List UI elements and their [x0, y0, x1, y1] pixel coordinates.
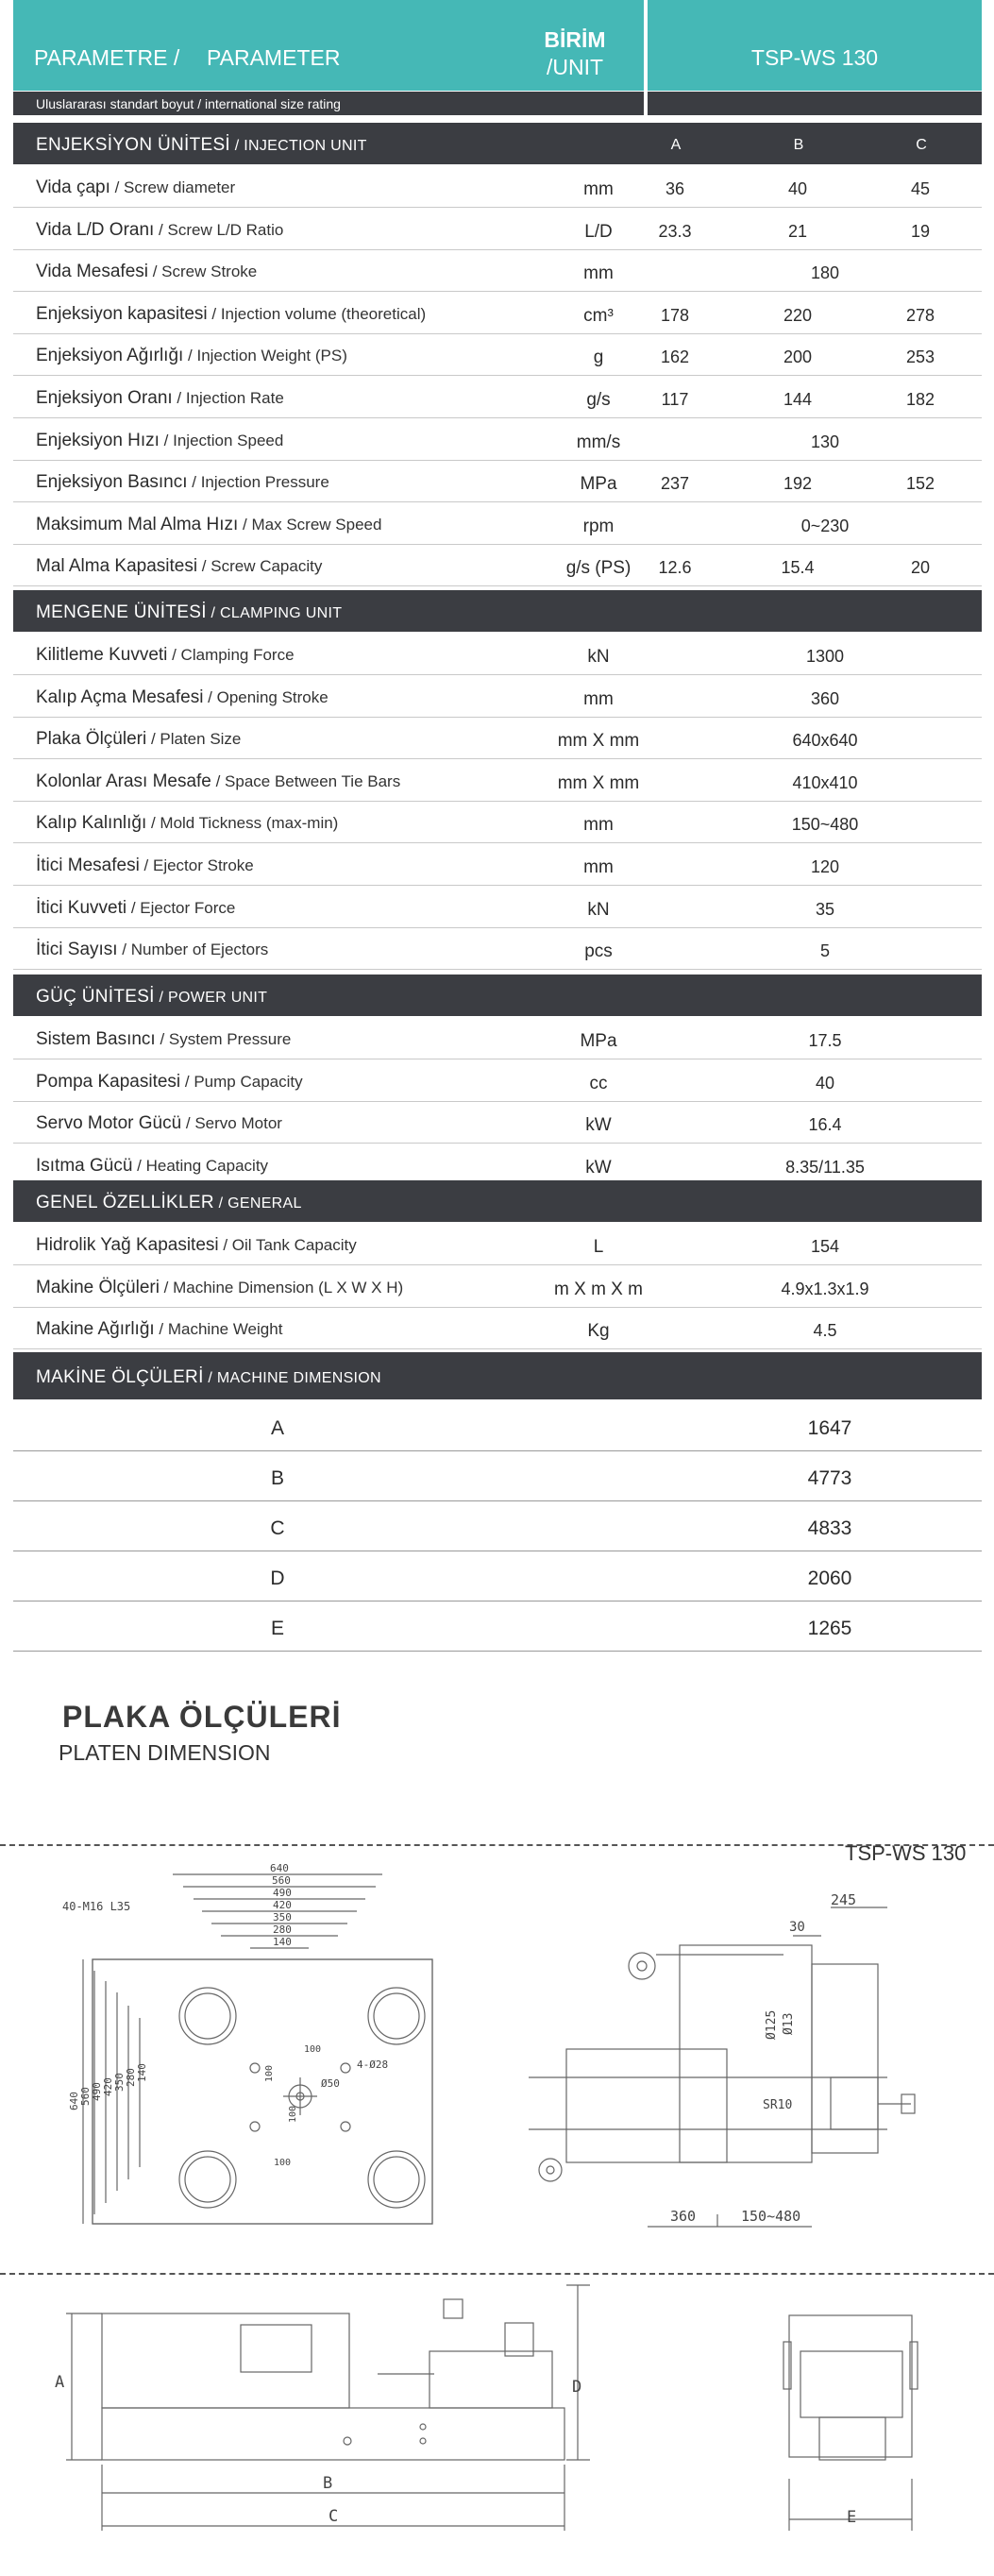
row-value-b: 144 — [783, 390, 813, 409]
row-label-en: / Screw L/D Ratio — [154, 220, 284, 239]
drawing-dim-label: 280 — [273, 1924, 292, 1936]
row-label-en: / Screw Capacity — [197, 557, 323, 576]
row-unit: mm — [583, 179, 614, 199]
row-unit: MPa — [580, 474, 617, 495]
spec-row — [13, 545, 982, 586]
drawing-dim-label: 280 — [125, 2068, 137, 2087]
spec-row — [13, 802, 982, 843]
row-label — [36, 856, 254, 876]
row-label-tr: Enjeksiyon Ağırlığı — [36, 346, 184, 366]
header-unit — [504, 26, 646, 81]
col-c-header: C — [916, 137, 927, 153]
row-label-tr: Isıtma Gücü — [36, 1155, 133, 1176]
row-label — [36, 687, 329, 708]
row-label-en: / Injection Weight (PS) — [183, 347, 347, 365]
drawing-dim-label: 420 — [273, 1899, 292, 1911]
row-value-c: 182 — [905, 390, 935, 409]
row-label-en: / Screw diameter — [110, 178, 236, 196]
dimension-value: 1265 — [807, 1618, 852, 1639]
row-unit: cm³ — [583, 305, 614, 326]
row-label — [36, 304, 426, 325]
drawing-dim-label: 350 — [273, 1911, 292, 1924]
section-title-en: / CLAMPING UNIT — [206, 605, 343, 621]
row-label-tr: Enjeksiyon Oranı — [36, 388, 173, 408]
row-unit: kW — [585, 1115, 612, 1136]
row-label-tr: Vida L/D Oranı — [36, 219, 155, 240]
section-title-en: / GENERAL — [213, 1195, 302, 1212]
row-unit: rpm — [582, 516, 615, 536]
row-value: 35 — [815, 899, 835, 919]
spec-row — [13, 334, 982, 376]
row-label-tr: İtici Sayısı — [36, 940, 118, 960]
row-value: 17.5 — [808, 1031, 842, 1050]
row-label — [36, 1072, 303, 1093]
dimension-key: A — [270, 1417, 284, 1439]
row-label-tr: Hidrolik Yağ Kapasitesi — [36, 1235, 219, 1255]
row-label — [36, 1235, 357, 1256]
row-label-en: / Oil Tank Capacity — [218, 1236, 357, 1254]
row-label-en: / Ejector Force — [126, 898, 236, 917]
row-value-a: 23.3 — [658, 221, 692, 241]
row-value-b: 15.4 — [781, 558, 815, 578]
row-label-tr: İtici Mesafesi — [36, 856, 140, 875]
row-label — [36, 556, 322, 577]
row-label-tr: Enjeksiyon kapasitesi — [36, 303, 208, 324]
platen-model: TSP-WS 130 — [845, 1841, 967, 1865]
section-injection — [13, 123, 982, 164]
col-a-header: A — [670, 137, 682, 153]
row-value-b: 200 — [783, 347, 813, 367]
drawing-dim-label: 420 — [102, 2077, 114, 2096]
row-value-b: 40 — [787, 179, 808, 198]
drawing-dim-label: Ø50 — [321, 2077, 340, 2090]
spec-row — [13, 1224, 982, 1265]
row-label — [36, 645, 295, 666]
spec-row — [13, 503, 982, 545]
row-label-en: / Injection Rate — [172, 389, 284, 407]
row-label-tr: Sistem Basıncı — [36, 1029, 156, 1049]
row-label — [36, 1029, 291, 1050]
row-value: 4.9x1.3x1.9 — [781, 1279, 869, 1298]
row-value-a: 162 — [660, 347, 690, 367]
section-title-tr: GÜÇ ÜNİTESİ — [36, 987, 155, 1007]
row-unit: mm — [583, 857, 614, 877]
section-title-tr: GENEL ÖZELLİKLER — [36, 1193, 214, 1212]
row-label — [36, 515, 381, 535]
row-label — [36, 813, 338, 834]
drawing-dim-label: 100 — [304, 2044, 322, 2055]
spec-row — [13, 887, 982, 928]
platen-subtitle: PLATEN DIMENSION — [59, 1740, 271, 1765]
row-unit: mm X mm — [557, 772, 640, 793]
row-unit: kN — [587, 899, 610, 920]
dashed-divider — [0, 2273, 994, 2275]
drawing-dim-label: 140 — [136, 2063, 148, 2082]
row-value: 16.4 — [808, 1115, 842, 1135]
section-title-general — [36, 1193, 302, 1213]
dimension-key: E — [270, 1618, 284, 1639]
section-title-en: / MACHINE DIMENSION — [203, 1370, 381, 1386]
dimension-row — [13, 1401, 982, 1451]
row-value: 120 — [810, 857, 840, 876]
intl-bar-right — [648, 92, 982, 115]
section-title-tr: ENJEKSİYON ÜNİTESİ — [36, 135, 230, 155]
drawing-dim-label: 560 — [272, 1874, 291, 1887]
drawing-dim-label: 490 — [273, 1887, 292, 1899]
row-label — [36, 178, 235, 198]
row-label-en: / Servo Motor — [181, 1114, 282, 1133]
drawing-dim-label: 640 — [68, 2092, 80, 2110]
row-label — [36, 1113, 282, 1134]
row-label — [36, 940, 268, 960]
row-label-en: / Max Screw Speed — [238, 515, 382, 534]
row-label-en: / Heating Capacity — [132, 1156, 269, 1175]
row-unit: pcs — [584, 941, 613, 962]
row-value-b: 192 — [783, 474, 813, 494]
drawing-dim-label: 140 — [273, 1936, 292, 1948]
row-label-tr: Makine Ölçüleri — [36, 1277, 160, 1297]
intl-note: Uluslararası standart boyut / international size rating — [36, 96, 341, 111]
platen-title: PLAKA ÖLÇÜLERİ — [62, 1700, 342, 1734]
row-label-en: / Number of Ejectors — [117, 941, 269, 959]
row-label — [36, 771, 400, 792]
row-value: 40 — [815, 1073, 835, 1093]
row-label-tr: Vida çapı — [36, 178, 110, 197]
drawing-dim-label: 100 — [274, 2158, 292, 2168]
row-value: 640x640 — [792, 731, 858, 751]
platen-side-view — [529, 1907, 915, 2227]
row-value: 180 — [810, 263, 840, 283]
section-title-en: / POWER UNIT — [154, 990, 268, 1006]
row-label-en: / Screw Stroke — [148, 263, 258, 281]
row-label-en: / Machine Weight — [154, 1320, 283, 1339]
section-power — [13, 974, 982, 1016]
section-title-clamping — [36, 602, 342, 623]
row-label — [36, 1156, 268, 1177]
drawing-dim-label: Ø13 — [782, 2012, 796, 2035]
machine-front-view — [783, 2315, 918, 2531]
dimension-row — [13, 1451, 982, 1501]
row-label-tr: Enjeksiyon Hızı — [36, 430, 160, 450]
row-label-tr: Servo Motor Gücü — [36, 1113, 182, 1134]
drawing-dim-label: 640 — [270, 1862, 289, 1874]
row-label-tr: Vida Mesafesi — [36, 262, 148, 282]
row-label-en: / Pump Capacity — [180, 1072, 303, 1091]
platen-front-view — [83, 1867, 432, 2224]
row-value-c: 20 — [910, 558, 931, 578]
spec-header — [13, 0, 982, 91]
section-title-tr: MAKİNE ÖLÇÜLERİ — [36, 1367, 204, 1387]
row-unit: g — [593, 347, 604, 368]
spec-row — [13, 1102, 982, 1144]
row-value-c: 253 — [905, 347, 935, 367]
row-value-c: 45 — [910, 179, 931, 198]
drawing-dim-label: B — [323, 2474, 333, 2493]
spec-row — [13, 1266, 982, 1308]
row-label — [36, 220, 283, 241]
row-label — [36, 472, 329, 493]
drawing-dim-label: 150~480 — [741, 2208, 801, 2225]
row-value-a: 12.6 — [658, 558, 692, 578]
row-unit: g/s — [586, 390, 611, 410]
row-label — [36, 388, 284, 409]
header-param-tr: PARAMETRE / — [34, 45, 180, 70]
row-unit: MPa — [580, 1031, 617, 1051]
section-title-injection — [36, 135, 367, 156]
row-label-tr: Kalıp Açma Mesafesi — [36, 686, 204, 707]
row-label-en: / Space Between Tie Bars — [211, 771, 401, 790]
section-title-en: / INJECTION UNIT — [230, 138, 367, 154]
drawing-dim-label: 100 — [288, 2105, 298, 2123]
row-value: 130 — [810, 432, 840, 451]
row-label-en: / Injection volume (theoretical) — [207, 304, 427, 323]
row-label-en: / Ejector Stroke — [139, 856, 254, 874]
row-unit: kN — [587, 647, 610, 667]
row-label — [36, 262, 257, 282]
intl-note-bar — [13, 92, 982, 115]
dimension-value: 4773 — [807, 1467, 852, 1489]
row-label — [36, 431, 283, 451]
spec-row — [13, 1018, 982, 1059]
row-label-tr: Kalıp Kalınlığı — [36, 813, 147, 834]
spec-row — [13, 844, 982, 886]
drawing-dim-label: C — [329, 2507, 339, 2526]
row-label-tr: Maksimum Mal Alma Hızı — [36, 514, 239, 534]
row-label-en: / Clamping Force — [167, 646, 295, 664]
drawing-dim-label: 100 — [264, 2064, 275, 2082]
row-value: 410x410 — [792, 772, 858, 792]
row-value-b: 21 — [787, 221, 808, 241]
row-unit: kW — [585, 1157, 612, 1178]
row-value: 154 — [810, 1237, 840, 1256]
drawing-dim-label: 40-M16 L35 — [62, 1900, 131, 1913]
dimension-row — [13, 1551, 982, 1602]
drawing-dim-label: D — [572, 2378, 582, 2397]
row-label-tr: Mal Alma Kapasitesi — [36, 556, 198, 577]
spec-row — [13, 377, 982, 418]
row-label — [36, 346, 347, 366]
row-label-tr: Pompa Kapasitesi — [36, 1071, 181, 1092]
row-label-en: / Platen Size — [146, 730, 242, 749]
row-label-en: / Machine Dimension (L X W X H) — [159, 1278, 404, 1296]
drawing-dim-label: 245 — [831, 1891, 857, 1908]
drawing-dim-label: 30 — [789, 1920, 805, 1935]
spec-row — [13, 166, 982, 208]
spec-row — [13, 1060, 982, 1102]
dimension-row — [13, 1501, 982, 1551]
spec-row — [13, 419, 982, 461]
dimension-key: B — [270, 1467, 284, 1489]
drawing-dim-label: 4-Ø28 — [357, 2059, 389, 2071]
col-b-header: B — [793, 137, 804, 153]
row-unit: L/D — [584, 221, 613, 242]
row-label-en: / System Pressure — [155, 1030, 292, 1048]
row-unit: mm — [583, 263, 614, 284]
row-label-tr: İtici Kuvveti — [36, 897, 127, 918]
row-value-b: 220 — [783, 305, 813, 325]
row-label-en: / Injection Pressure — [187, 473, 329, 492]
section-machine-dimension — [13, 1352, 982, 1399]
row-label — [36, 898, 235, 919]
row-value-c: 152 — [905, 474, 935, 494]
spec-row — [13, 718, 982, 759]
spec-row — [13, 293, 982, 334]
row-value-a: 36 — [665, 179, 685, 198]
dimension-value: 2060 — [807, 1568, 852, 1589]
row-unit: m X m X m — [554, 1279, 643, 1299]
drawing-dim-label: 490 — [91, 2082, 103, 2101]
drawing-dim-label: Ø125 — [765, 2009, 779, 2040]
drawing-dim-label: 350 — [113, 2073, 126, 2092]
spec-row — [13, 634, 982, 675]
row-label-en: / Injection Speed — [159, 431, 284, 449]
row-label-tr: Kolonlar Arası Mesafe — [36, 771, 211, 791]
section-title-machine-dimension — [36, 1367, 381, 1388]
row-label-tr: Plaka Ölçüleri — [36, 729, 147, 750]
drawing-dim-label: A — [55, 2373, 65, 2392]
row-value-a: 178 — [660, 305, 690, 325]
dimension-row — [13, 1602, 982, 1652]
spec-row — [13, 461, 982, 502]
spec-row — [13, 676, 982, 718]
row-label-tr: Kilitleme Kuvveti — [36, 645, 168, 665]
drawing-dim-label: SR10 — [763, 2098, 793, 2112]
drawing-dim-label: E — [847, 2508, 857, 2527]
row-label-en: / Mold Tickness (max-min) — [146, 814, 339, 833]
row-unit: mm — [583, 688, 614, 709]
row-value: 4.5 — [813, 1321, 837, 1341]
dimension-value: 4833 — [807, 1517, 852, 1539]
row-value-c: 278 — [905, 305, 935, 325]
row-value: 0~230 — [800, 516, 850, 535]
spec-row — [13, 250, 982, 292]
row-value: 1300 — [805, 647, 845, 666]
section-title-power — [36, 987, 267, 1008]
spec-row — [13, 928, 982, 970]
row-label — [36, 1278, 403, 1298]
row-value: 5 — [819, 941, 830, 961]
row-label-tr: Enjeksiyon Basıncı — [36, 472, 188, 493]
header-unit-en: /UNIT — [546, 55, 604, 79]
drawing-dim-label: 360 — [670, 2208, 697, 2225]
section-clamping — [13, 590, 982, 632]
drawing-dim-label: 560 — [79, 2087, 92, 2106]
machine-side-view — [66, 2285, 590, 2531]
row-label — [36, 1319, 282, 1340]
spec-row — [13, 1308, 982, 1349]
row-unit: g/s (PS) — [565, 558, 632, 579]
row-label — [36, 729, 241, 750]
row-label-en: / Opening Stroke — [203, 687, 329, 706]
spec-row — [13, 760, 982, 802]
row-unit: L — [593, 1237, 604, 1257]
row-unit: mm/s — [576, 432, 621, 452]
spec-row — [13, 209, 982, 250]
header-param-en: PARAMETER — [207, 45, 341, 70]
section-title-tr: MENGENE ÜNİTESİ — [36, 602, 207, 622]
section-general — [13, 1180, 982, 1222]
header-unit-tr: BİRİM — [544, 27, 606, 52]
row-value: 150~480 — [791, 815, 859, 835]
row-unit: mm X mm — [557, 731, 640, 752]
row-value: 8.35/11.35 — [785, 1157, 865, 1177]
dimension-key: C — [270, 1517, 285, 1539]
row-unit: Kg — [587, 1321, 610, 1342]
row-value-c: 19 — [910, 221, 931, 241]
row-value-a: 237 — [660, 474, 690, 494]
row-unit: cc — [589, 1073, 608, 1093]
dimension-value: 1647 — [807, 1417, 852, 1439]
row-value: 360 — [810, 688, 840, 708]
row-value-a: 117 — [661, 390, 689, 409]
row-label-tr: Makine Ağırlığı — [36, 1319, 155, 1340]
dimension-key: D — [270, 1568, 285, 1589]
row-unit: mm — [583, 815, 614, 836]
header-model: TSP-WS 130 — [750, 45, 879, 70]
